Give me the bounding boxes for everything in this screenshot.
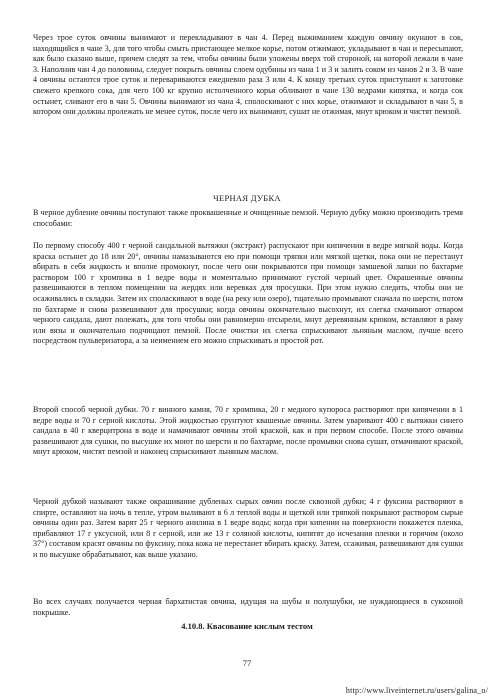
subsection-heading: 4.10.8. Квасование кислым тестом (181, 621, 313, 631)
footer-source-url: http://www.liveinternet.ru/users/galina_o/ (345, 686, 488, 695)
conclusion-paragraph: Во всех случаях получается черная бархатистая овчина, идущая на шубы и полушубки, не нуждающиеся в суконной покрышке. (33, 597, 463, 617)
intro-paragraph: Через трое суток овчины вынимают и перекладывают в чан 4. Перед выжиманием каждую овчину окунают в сок, находящийся в чане 3, для того чтобы смыть пристающее мелкое корье, потом отжимают, укладывают в чан и пересыпают, как было сказано выше, причем следят за тем, чтобы овчины были уложены вверх той стороной, на которой лежали в чане 3. Наполнив чан 4 до половины, следует покрыть овчины слоем одубины из чана 1 и 3 и залить соком из чанов 2 и 3. В чане 4 овчины остаются трое суток и перевариваются ежедневно раза 3 или 4. К концу третьих суток приступают к заготовке свежего крепкого сока, для чего 100 кг крупно истолченного корья обливают в чане 130 ведрами кипятка, и когда сок остынет, сливают его в чан 5. Овчины вынимают из чана 4, сполоскивают с них корье, отжимают и складывают в чан 5, в котором они должны пролежать не менее суток, после чего их вынимают, сушат не отжимая, мнут крюком и чистят пемзой. (33, 33, 463, 117)
method-two-paragraph: Второй способ черной дубки. 70 г винного камня, 70 г хромпика, 20 г медного купороса растворяют при кипячении в 1 ведре воды и 70 г серной кислоты. Этой жидкостью грунтуют квашеные овчины. Затем уваривают 400 г вытяжки синего сандала в 40 г кверцитрона в воде и намачивают овчины этой краской, как и при первом способе. После этого овчины развешивают для сушки, по высушке их моют по шерсти и по бахтарме, после промывки снова сушат, отмачивают краской, мнут крюком, чистят пемзой и наконец спрыскивают льняным маслом. (33, 405, 463, 457)
method-one-paragraph: По первому способу 400 г черной сандальной вытяжки (экстракт) распускают при кипячении в ведре мягкой воды. Когда краска остынет до 18 или 20°, овчины намазываются ею при помощи тряпки или мягкой щетки, пока они не перестанут вбирать в себя жидкость и вполне промокнут, после чего они покрываются при помощи замшевой лапки по бахтарме раствором 100 г хромпика в 1 ведре воды и моментально принимают густой черный цвет. Окрашенные овчины развешиваются в теплом помещении на жердях или веревках для просушки. При этом нужно следить, чтобы они не осаживались в складки. Затем их споласкивают в воде (на реку или озеро), тщательно промывают сначала по шерсти, потом по бахтарме и снова развешивают для просушки; когда овчины окончательно высохнут, их слегка смачивают отваром черного сандала, дают полежать, для того чтобы они равномерно отсырели, мнут деревянным крюком, вставляют в раму или вязы и окончательно подчищают пемзой. После очистки их слегка спрыскивают льняным маслом, лучше всего посредством пульверизатора, а за неимением его можно спрыскивать и простой рот. (33, 241, 463, 346)
method-three-paragraph: Черной дубкой называют также окрашивание дубленых сырых овчин после сквозной дубки; 4 г фуксина растворяют в спирте, оставляют на ночь в тепле, утром выливают в 6 л теплой воды и щеткой или тряпкой покрывают раствором сырые овчины один раз. Затем варят 25 г черного анилина в 1 ведре воды; когда при кипении на поверхности покажется пленка, прибавляют 17 г уксусной, или 8 г серной, или же 13 г соляной кислоты, кипятят до исчезания пленки и горячим (около 37°) составом красят овчины по фуксину, пока кожа не перестанет вбирать краску. Затем, ссаживая, развешивают для сушки и по высушке обрабатывают, как выше указано. (33, 497, 463, 559)
page-number: 77 (242, 658, 252, 668)
black-tanning-intro-paragraph: В черное дубление овчины поступают также проквашенные и очищенные пемзой. Черную дубку можно производить тремя способами: (33, 208, 463, 228)
section-heading: ЧЕРНАЯ ДУБКА (213, 193, 281, 203)
